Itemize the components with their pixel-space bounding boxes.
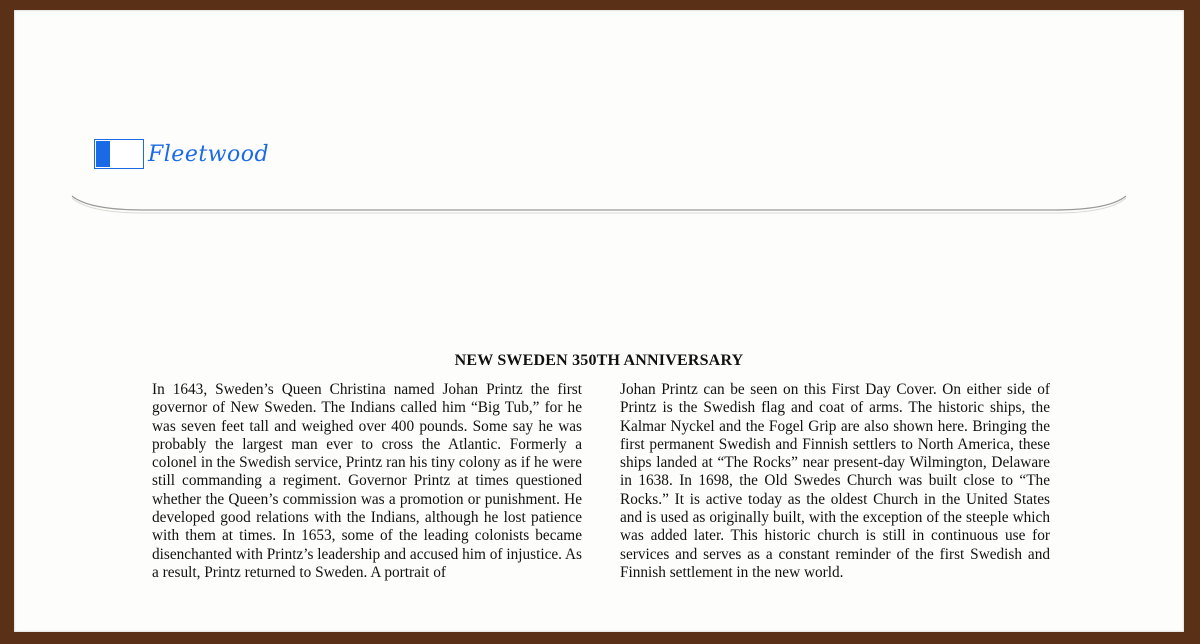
text-column-right xyxy=(620,381,1050,582)
fleetwood-logo-mark-icon xyxy=(94,139,144,169)
fleetwood-logo xyxy=(94,139,269,169)
envelope-back xyxy=(14,10,1184,632)
fleetwood-logo-text: Fleetwood xyxy=(148,141,270,167)
text-column-left xyxy=(152,381,582,582)
cover-title: NEW SWEDEN 350TH ANNIVERSARY xyxy=(454,352,744,369)
paragraph-left: In 1643, Sweden’s Queen Christina named Johan Printz the first governor of New Sweden. The Indians called him “Big Tub,” for he was seven feet tall and weighed over 400 pounds. Some say he was probably the largest man ever to cross the Atlantic. Formerly a colonel in the Swedish service, Printz ran his tiny colony as if he were still commanding a regiment. Governor Printz at times questioned whether the Queen’s commission was a promotion or punishment. He developed good relations with the Indians, although he lost patience with them at times. In 1653, some of the leading colonists became disenchanted with Printz’s leadership and accused him of injustice. As a result, Printz returned to Sweden. A portrait of xyxy=(152,381,582,581)
envelope-flap-edge xyxy=(14,10,1184,230)
paragraph-right: Johan Printz can be seen on this First Day Cover. On either side of Printz is the Swedish flag and coat of arms. The historic ships, the Kalmar Nyckel and the Fogel Grip are also shown here. Bringing the first permanent Swedish and Finnish settlers to North America, these ships landed at “The Rocks” near present-day Wilmington, Delaware in 1638. In 1698, the Old Swedes Church was built close to “The Rocks.” It is active today as the oldest Church in the United States and is used as originally built, with the exception of the steeple which was added later. This historic church is still in continuous use for services and serves as a constant reminder of the first Swedish and Finnish settlement in the new world. xyxy=(620,381,1050,581)
